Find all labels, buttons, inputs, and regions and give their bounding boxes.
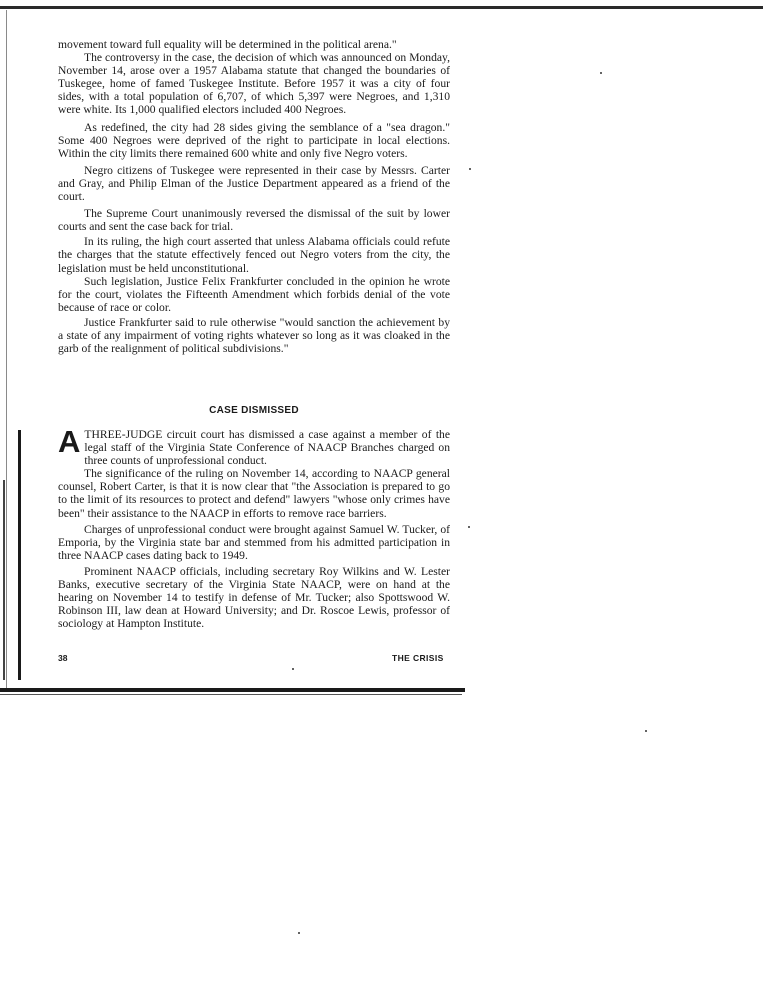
scan-speck xyxy=(468,526,470,528)
scan-speck xyxy=(600,72,602,74)
left-margin-bar-outer xyxy=(3,480,5,680)
paragraph: Justice Frankfurter said to rule otherwise "would sanction the achievement by a state of any impairment of voting rights whatever so long as it was cloaked in the garb of the realignment of political subdivisions." xyxy=(58,315,450,356)
scan-speck xyxy=(645,730,647,732)
drop-cap: A xyxy=(58,424,81,459)
article-case-dismissed xyxy=(58,424,450,631)
left-margin-bar xyxy=(18,430,21,680)
paragraph: The controversy in the case, the decision of which was announced on Monday, November 14, arose over a 1957 Alabama statute that changed the boundaries of Tuskegee, home of famed Tuskegee Institute. Before 1957 it was a city of four sides, with a total population of 6,707, of which 5,397 were Negroes, and 1,310 were white. Its 1,000 qualified electors included 400 Negroes. xyxy=(58,51,450,117)
paragraph: Prominent NAACP officials, including secretary Roy Wilkins and W. Lester Banks, executive secretary of the Virginia State NAACP, were on hand at the hearing on November 14 to testify in defense of Mr. Tucker; also Spottswood W. Robinson III, law dean at Howard University; and Dr. Roscoe Lewis, professor of sociology at Hampton Institute. xyxy=(58,564,450,631)
top-rule xyxy=(0,6,763,9)
paragraph: As redefined, the city had 28 sides giving the semblance of a "sea dragon." Some 400 Negroes were deprived of the right to participate in local elections. Within the city limits there remained 600 white and only five Negro voters. xyxy=(58,120,450,160)
paragraph: movement toward full equality will be determined in the political arena." xyxy=(58,38,397,51)
scan-speck xyxy=(298,932,300,934)
bottom-rule-thin xyxy=(0,694,462,695)
scan-speck xyxy=(292,668,294,670)
paragraph: In its ruling, the high court asserted that unless Alabama officials could refute the charges that the statute effectively fenced out Negro voters from the city, the legislation must be held unconstitutional. xyxy=(58,235,450,275)
page-number: 38 xyxy=(58,653,68,663)
lead-text: THREE-JUDGE circuit court has dismissed a case against a member of the legal staff of the Virginia State Conference of NAACP Branches charged on three counts of unprofessional conduct. xyxy=(84,428,450,468)
section-heading: CASE DISMISSED xyxy=(209,405,299,416)
left-margin-line xyxy=(6,10,7,690)
lead-paragraph xyxy=(58,424,450,468)
paragraph: Such legislation, Justice Felix Frankfurter concluded in the opinion he wrote for the court, violates the Fifteenth Amendment which forbids denial of the vote because of race or color. xyxy=(58,274,450,314)
paragraph: The Supreme Court unanimously reversed the dismissal of the suit by lower courts and sent the case back for trial. xyxy=(58,207,450,234)
magazine-name: THE CRISIS xyxy=(392,653,444,663)
article-continuation xyxy=(58,38,450,355)
paragraph: The significance of the ruling on November 14, according to NAACP general counsel, Robert Carter, is that it is now clear that "the Association is prepared to go to the limit of its resources to protect and defend" lawyers "whose only crimes have been" their assistance to the NAACP in efforts to remove race barriers. xyxy=(58,467,450,520)
scan-speck xyxy=(469,168,471,170)
bottom-rule xyxy=(0,688,465,692)
paragraph: Negro citizens of Tuskegee were represented in their case by Messrs. Carter and Gray, and Philip Elman of the Justice Department appeared as a friend of the court. xyxy=(58,163,450,204)
paragraph: Charges of unprofessional conduct were brought against Samuel W. Tucker, of Emporia, by the Virginia state bar and stemmed from his admitted participation in three NAACP cases dating back to 1949. xyxy=(58,522,450,562)
